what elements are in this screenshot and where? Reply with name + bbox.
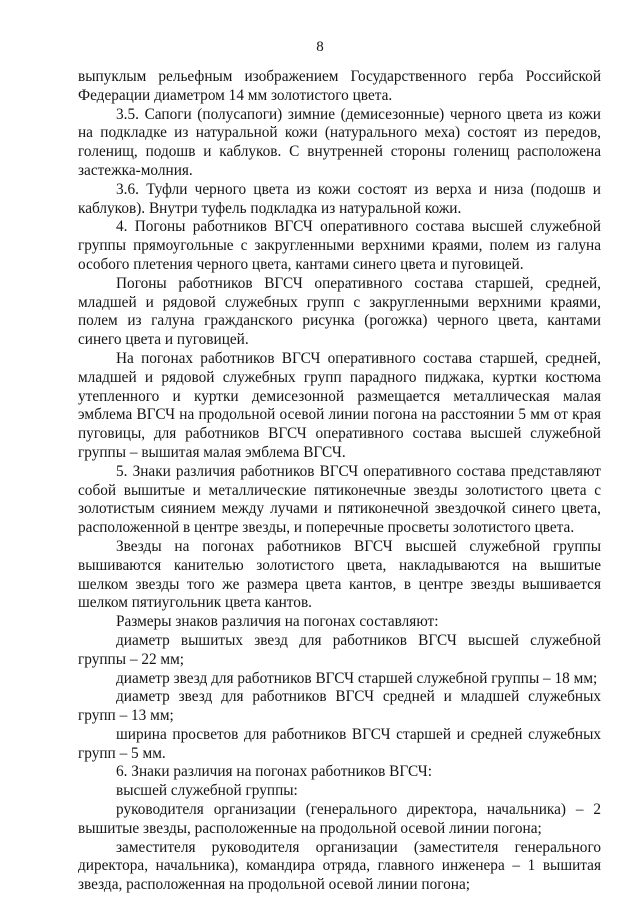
paragraph: Размеры знаков различия на погонах составляют: (116, 613, 439, 631)
page-number: 8 (316, 39, 324, 55)
paragraph: На погонах работников ВГСЧ оперативного состава старшей, средней, младшей и рядовой служебных групп парадного пиджака, куртки костюма утепленного и куртки демисезонной размещается металлическая малая эмблема ВГСЧ на продольной осевой линии погона на расстоянии 5 мм от края пуговицы, для работников ВГСЧ оперативного состава высшей служебной группы – вышитая малая эмблема ВГСЧ. (78, 349, 601, 461)
paragraph: выпуклым рельефным изображением Государственного герба Российской Федерации диаметром 14 мм золотистого цвета. (78, 68, 601, 104)
paragraph: диаметр звезд для работников ВГСЧ средней и младшей служебных групп – 13 мм; (78, 688, 601, 725)
paragraph: ширина просветов для работников ВГСЧ старшей и средней служебных групп – 5 мм. (78, 725, 601, 762)
paragraph: Звезды на погонах работников ВГСЧ высшей служебной группы вышиваются канителью золотистого цвета, накладываются на вышитые шелком звезды того же размера цвета кантов, в центре звезды вышивается шелком пятиугольник цвета кантов. (78, 537, 601, 612)
paragraph: 4. Погоны работников ВГСЧ оперативного состава высшей служебной группы прямоугольные с закругленными верхними краями, полем из галуна особого плетения черного цвета, кантами синего цвета и пуговицей. (78, 218, 601, 273)
paragraph: диаметр вышитых звезд для работников ВГСЧ высшей служебной группы – 22 мм; (78, 631, 601, 668)
document-body (78, 68, 601, 895)
paragraph: 5. Знаки различия работников ВГСЧ оперативного состава представляют собой вышитые и металлические пятиконечные звезды золотистого цвета с золотистым сиянием между лучами и пятиконечной звездочкой синего цвета, расположенной в центре звезды, и поперечные просветы золотистого цвета. (78, 462, 601, 537)
paragraph: 6. Знаки различия на погонах работников ВГСЧ: (116, 763, 432, 781)
paragraph: высшей служебной группы: (116, 782, 298, 800)
paragraph: диаметр звезд для работников ВГСЧ старшей служебной группы – 18 мм; (116, 669, 598, 687)
paragraph: заместителя руководителя организации (заместителя генерального директора, начальника), командира отряда, главного инженера – 1 вышитая звезда, расположенная на продольной осевой линии погона; (78, 838, 601, 894)
paragraph: руководителя организации (генерального директора, начальника) – 2 вышитые звезды, расположенные на продольной осевой линии погона; (78, 801, 601, 837)
paragraph: 3.6. Туфли черного цвета из кожи состоят из верха и низа (подошв и каблуков). Внутри туфель подкладка из натуральной кожи. (78, 180, 601, 217)
paragraph: 3.5. Сапоги (полусапоги) зимние (демисезонные) черного цвета из кожи на подкладке из натуральной кожи (натурального меха) состоят из передов, голенищ, подошв и каблуков. С внутренней стороны голенищ расположена застежка-молния. (78, 105, 601, 179)
paragraph: Погоны работников ВГСЧ оперативного состава старшей, средней, младшей и рядовой служебных групп с закругленными верхними краями, полем из галуна гражданского рисунка (рогожка) черного цвета, кантами синего цвета и пуговицей. (78, 274, 601, 349)
